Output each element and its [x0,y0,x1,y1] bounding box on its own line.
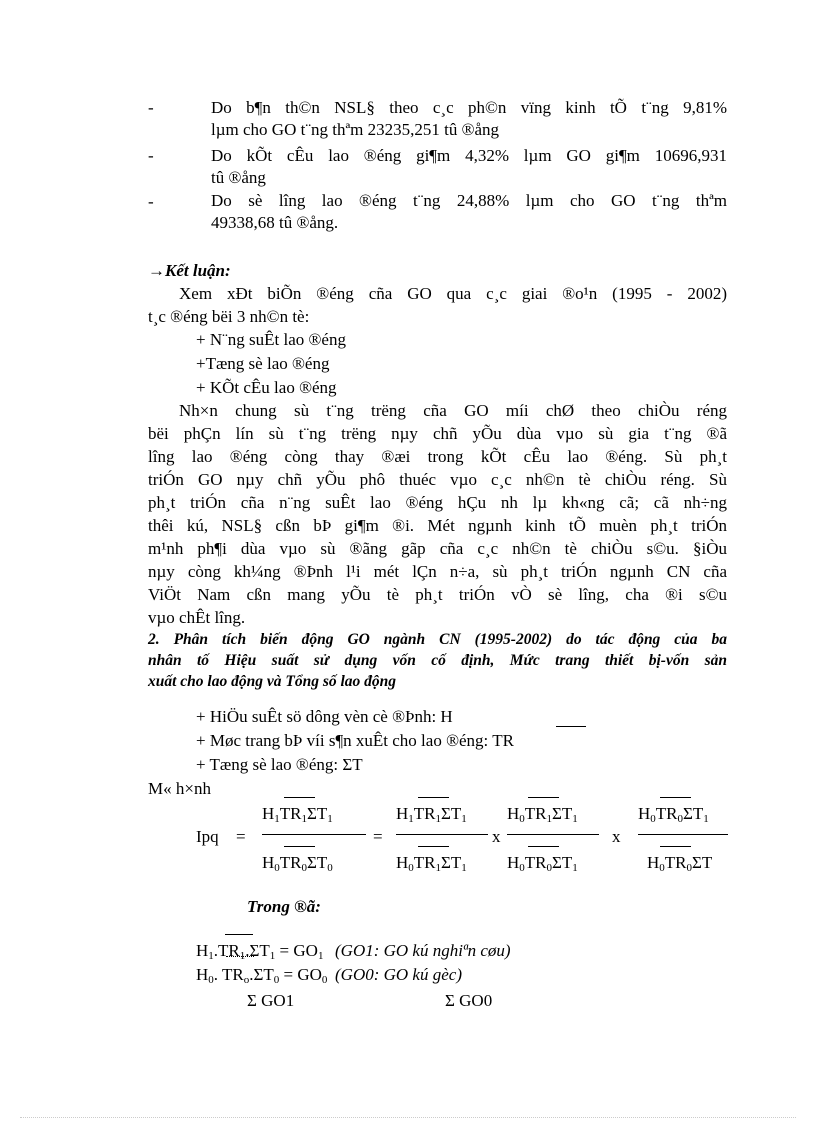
overline [556,726,586,727]
fraction-denominator: $H_0TR_1\Sigma T_1$ [396,853,467,874]
page-bottom-dotted-line [20,1117,796,1118]
fraction-numerator: $H_1TR_1\Sigma T_1$ [396,804,467,825]
fraction-bar [638,834,728,835]
overline [284,846,315,847]
times-sign: x [612,827,621,846]
overline [660,797,691,798]
factor-item: + HiÖu suÊt sö dông vèn cè ®Þnh: H [196,707,453,726]
fraction-denominator: $H_0TR_0\Sigma T_1$ [507,853,578,874]
fraction-bar [262,834,366,835]
arrow-icon: → [148,261,165,280]
paragraph-line: ViÖt Nam cßn mang yÕu tè ph¸t triÓn vÒ sè lîng, cha ®i s©u [148,585,727,604]
equals-sign: = [373,827,383,846]
conclusion-intro: Xem xÐt biÕn ®éng cña GO qua c¸c giai ®o¹n (1995 - 2002) [179,284,727,303]
bullet-text: Do sè lîng lao ®éng t¨ng 24,88% lµm cho GO t¨ng thªm [211,191,727,210]
overline [418,797,449,798]
factor-item: + Møc trang bÞ víi s¶n xuÊt cho lao ®éng: TR [196,731,514,750]
factor-item: + N¨ng suÊt lao ®éng [196,330,346,349]
factor-item: + Tæng sè lao ®éng: ΣT [196,755,363,774]
paragraph-line: nµy còng kh¼ng ®Þnh l¹i mét lÇn n÷a, sù ph¸t triÓn ngµnh CN cña [148,562,727,581]
overline [225,934,253,935]
go0-definition: $H_0$. $TR_o.\Sigma T_0 = GO_0$ [196,965,328,986]
fraction-bar [507,834,599,835]
fraction-denominator: $H_0TR_0\Sigma T$ [647,853,713,874]
go1-note: (GO1: GO kú nghiªn cøu) [335,941,511,960]
sum-go1: Σ GO1 [247,991,295,1010]
bullet-marker: - [148,146,154,165]
bullet-text: tû ®ång [211,168,266,187]
factor-item: +Tæng sè lao ®éng [196,354,330,373]
bullet-text: 49338,68 tû ®ång. [211,213,339,232]
bullet-text: lµm cho GO t¨ng thªm 23235,251 tû ®ång [211,120,500,139]
bullet-text: Do b¶n th©n NSL§ theo c¸c ph©n vïng kinh tÕ t¨ng 9,81% [211,98,727,117]
bullet-marker: - [148,98,154,117]
overline [226,956,254,957]
overline [418,846,449,847]
sum-go0: Σ GO0 [445,991,493,1010]
paragraph-line: m¹nh ph¶i dùa vµo sù ®ãng gãp cña c¸c nh©n tè chiÒu s©u. §iÒu [148,539,727,558]
paragraph-line: thêi kú, NSL§ cßn bÞ gi¶m ®i. Mét ngµnh kinh tÕ muèn ph¸t triÓn [148,516,727,535]
fraction-numerator: $H_1TR_1\Sigma T_1$ [262,804,333,825]
in-which-heading: Trong ®ã: [247,897,321,916]
conclusion-heading [148,259,231,283]
section-title-line: 2. Phân tích biến động GO ngành CN (1995-2002) do tác động của ba [148,631,727,648]
paragraph-line: lîng lao ®éng còng thay ®æi trong kÕt cÊu lao ®éng. Sù ph¸t [148,447,727,466]
paragraph-line: vµo chÊt lîng. [148,608,246,627]
go0-note: (GO0: GO kú gèc) [335,965,462,984]
paragraph-line: ph¸t triÓn cña n¨ng suÊt lao ®éng hÇu nh lµ kh«ng cã; cã nh÷ng [148,493,727,512]
factor-item: + KÕt cÊu lao ®éng [196,378,337,397]
overline [528,797,559,798]
ipq-label: Ipq [196,827,219,846]
section-title-line: xuất cho lao động và Tổng số lao động [148,673,397,690]
model-label: M« h×nh [148,779,211,798]
overline [284,797,315,798]
go1-definition: $H_1.TR_1.\Sigma T_1 = GO_1$ [196,941,324,962]
paragraph-line: triÓn GO nµy chñ yÕu phô thuéc vµo c¸c nh©n tè chiÒu réng. Sù [148,470,727,489]
times-sign: x [492,827,501,846]
paragraph-line: Nh×n chung sù t¨ng trëng cña GO míi chØ theo chiÒu réng [179,401,727,420]
bullet-marker: - [148,192,154,211]
fraction-numerator: $H_0TR_1\Sigma T_1$ [507,804,578,825]
paragraph-line: bëi phÇn lín sù t¨ng trëng nµy chñ yÕu dùa vµo sù gia t¨ng ®ã [148,424,727,443]
section-title-line: nhân tố Hiệu suất sử dụng vốn cố định, Mức trang thiết bị-vốn sản [148,652,727,669]
fraction-denominator: $H_0TR_0\Sigma T_0$ [262,853,333,874]
overline [660,846,691,847]
conclusion-intro: t¸c ®éng bëi 3 nh©n tè: [148,307,310,326]
bullet-text: Do kÕt cÊu lao ®éng gi¶m 4,32% lµm GO gi¶m 10696,931 [211,146,727,165]
fraction-numerator: $H_0TR_0\Sigma T_1$ [638,804,709,825]
conclusion-title: Kết luận: [165,261,231,280]
equals-sign: = [236,827,246,846]
fraction-bar [396,834,488,835]
overline [528,846,559,847]
